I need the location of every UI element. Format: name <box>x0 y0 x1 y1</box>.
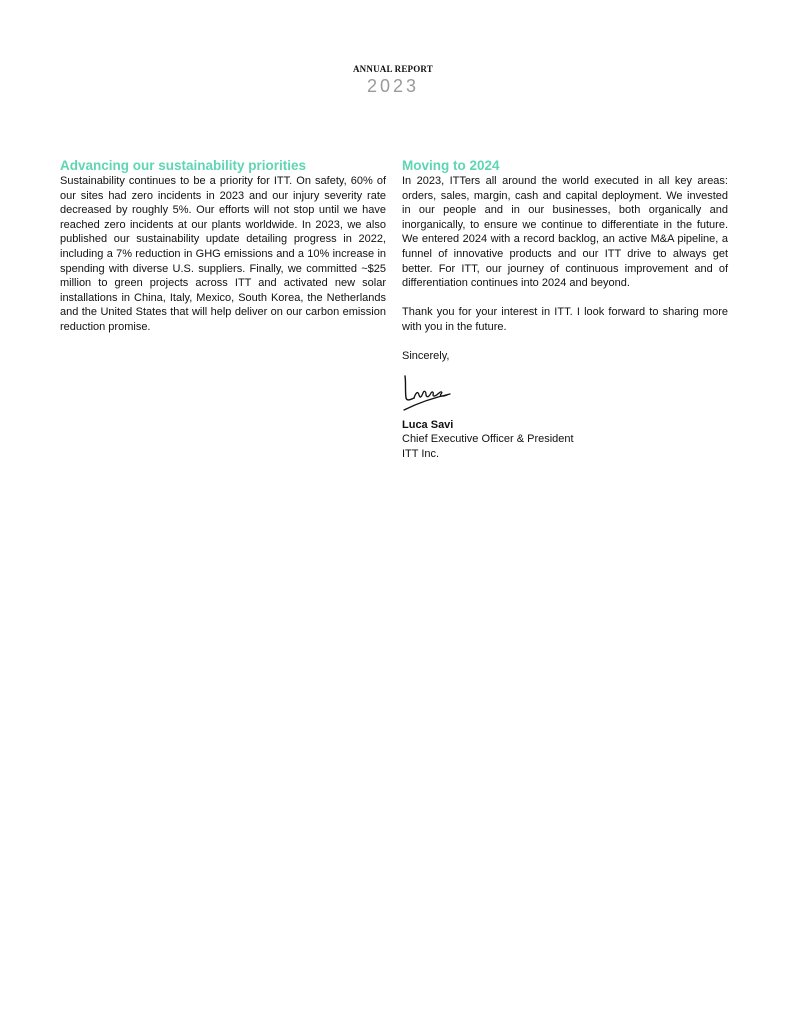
signer-company: ITT Inc. <box>402 447 440 460</box>
paragraph-spacer <box>402 335 728 350</box>
signer-title: Chief Executive Officer & President <box>402 433 574 446</box>
moving-heading: Moving to 2024 <box>402 158 500 173</box>
paragraph-spacer <box>402 291 728 306</box>
report-label: ANNUAL REPORT <box>352 64 434 74</box>
thank-you-paragraph: Thank you for your interest in ITT. I look forward to sharing more with you in the future. <box>402 306 728 333</box>
left-column <box>60 157 386 335</box>
signer-name: Luca Savi <box>402 418 454 431</box>
sustainability-heading: Advancing our sustainability priorities <box>60 158 307 173</box>
closing-salutation: Sincerely, <box>402 350 450 363</box>
signature-block <box>402 418 728 462</box>
report-year: 2023 <box>366 76 420 96</box>
moving-paragraph: In 2023, ITTers all around the world executed in all key areas: orders, sales, margin, cash and capital deployment. We invested in our people and in our businesses, both organically and inorganically, to ensure we continue to differentiate in the future. We entered 2024 with a record backlog, an active M&A pipeline, a funnel of innovative products and our ITT drive to always get better. For ITT, our journey of continuous improvement and of differentiation continues into 2024 and beyond. <box>402 175 728 290</box>
sustainability-paragraph: Sustainability continues to be a priority for ITT. On safety, 60% of our sites had zero incidents in 2023 and our injury severity rate decreased by roughly 5%. Our efforts will not stop until we have reached zero incidents at our plants worldwide. In 2023, we also published our sustainability update detailing progress in 2022, including a 7% reduction in GHG emissions and a 10% increase in spending with diverse U.S. suppliers. Finally, we committed ~$25 million to green projects across ITT and activated new solar installations in China, Italy, Mexico, South Korea, the Netherlands and the United States that will help deliver on our carbon emission reduction promise. <box>60 175 386 333</box>
right-column <box>402 157 728 462</box>
signature-image <box>402 370 462 412</box>
report-header <box>0 63 786 96</box>
